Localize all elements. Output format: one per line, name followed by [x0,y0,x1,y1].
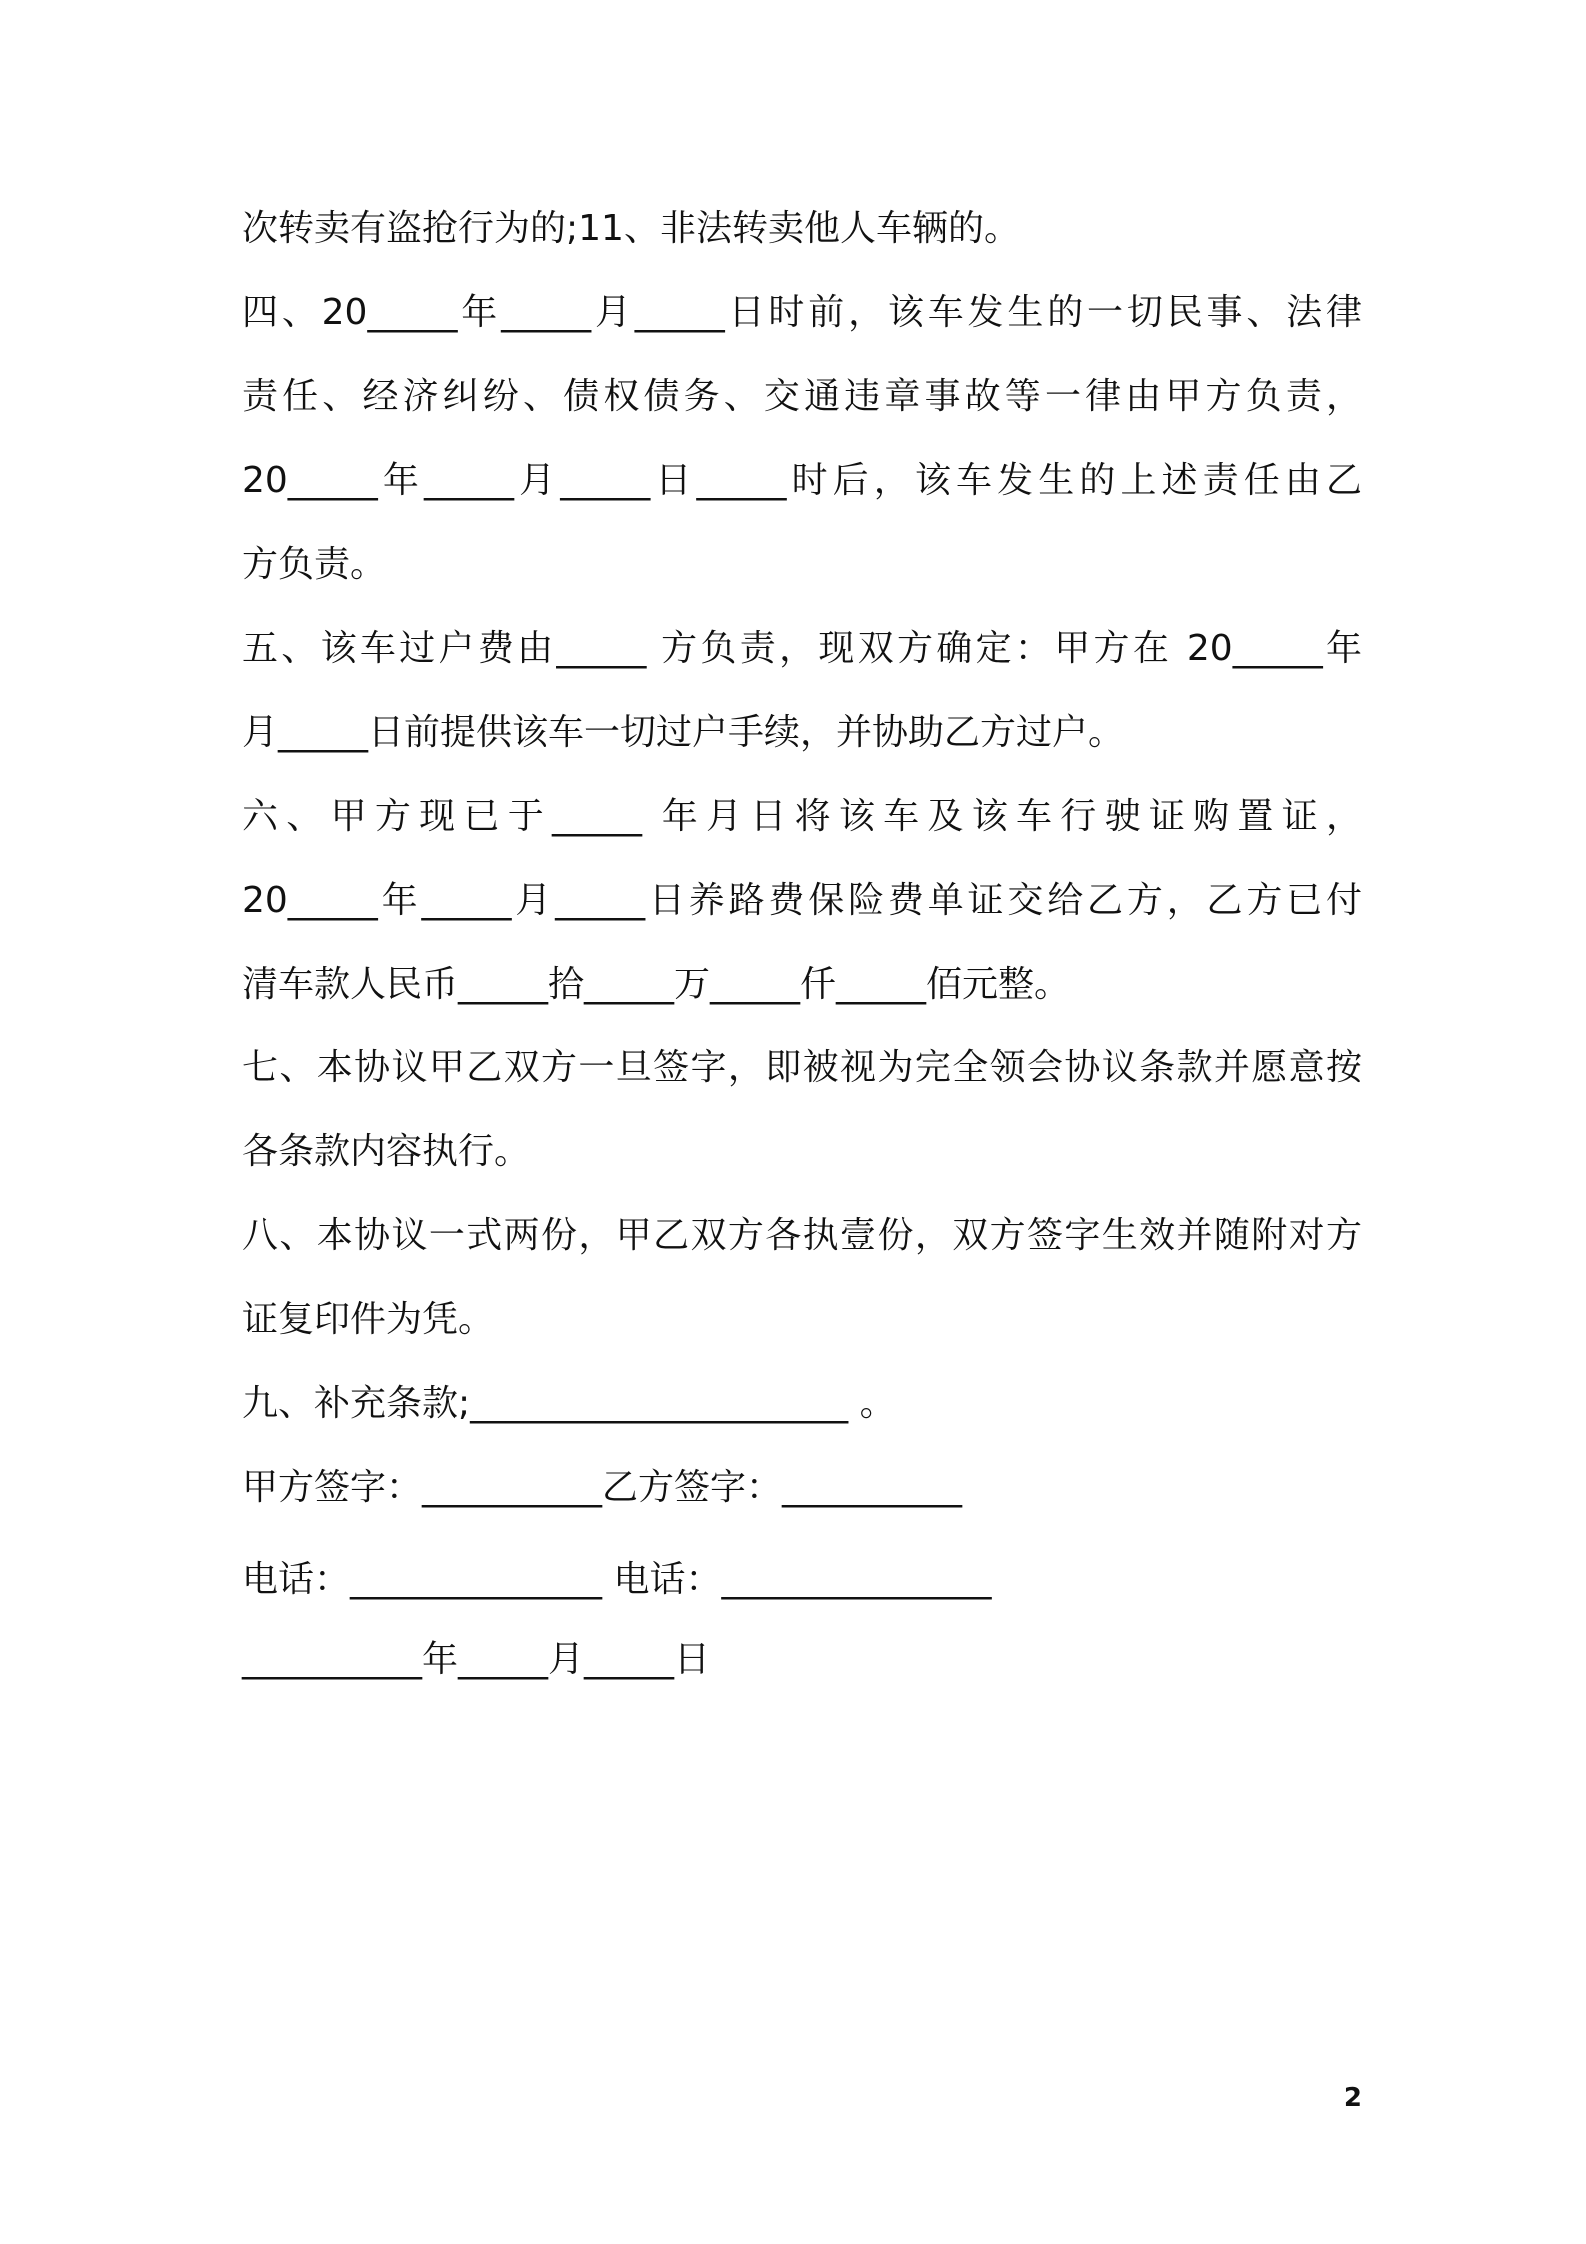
text-line-11: 七、本协议甲乙双方一旦签字，即被视为完全领会协议条款并愿意按 [242,1047,1362,1088]
text-line-13: 八、本协议一式两份，甲乙双方各执壹份，双方签字生效并随附对方 [242,1215,1362,1256]
text-line-6: 五、该车过户费由_____ 方负责，现双方确定：甲方在 20_____年 [242,628,1362,669]
date-line: __________年_____月_____日 [242,1639,710,1680]
text-line-10: 清车款人民币_____拾_____万_____仟_____佰元整。 [242,964,1071,1005]
text-line-5: 方负责。 [242,544,387,585]
text-line-7: 月_____日前提供该车一切过户手续，并协助乙方过户。 [242,712,1125,753]
text-line-4: 20_____年_____月_____日_____时后，该车发生的上述责任由乙 [242,460,1362,501]
text-line-9: 20_____年_____月_____日养路费保险费单证交给乙方，乙方已付 [242,880,1362,921]
text-line-14: 证复印件为凭。 [242,1299,495,1340]
phone-line: 电话：______________ 电话：_______________ [242,1559,992,1600]
signature-line: 甲方签字：__________乙方签字：__________ [242,1467,963,1508]
page-number: 2 [1343,2083,1362,2113]
text-line-12: 各条款内容执行。 [242,1131,531,1172]
text-line-15: 九、补充条款;_____________________ 。 [242,1383,896,1424]
text-line-2: 四、20_____年_____月_____日时前，该车发生的一切民事、法律 [242,292,1362,333]
text-line-3: 责任、经济纠纷、债权债务、交通违章事故等一律由甲方负责， [242,376,1362,417]
text-line-8: 六、甲方现已于_____ 年月日将该车及该车行驶证购置证， [242,796,1362,837]
text-line-1: 次转卖有盗抢行为的;11、非法转卖他人车辆的。 [242,208,1020,249]
